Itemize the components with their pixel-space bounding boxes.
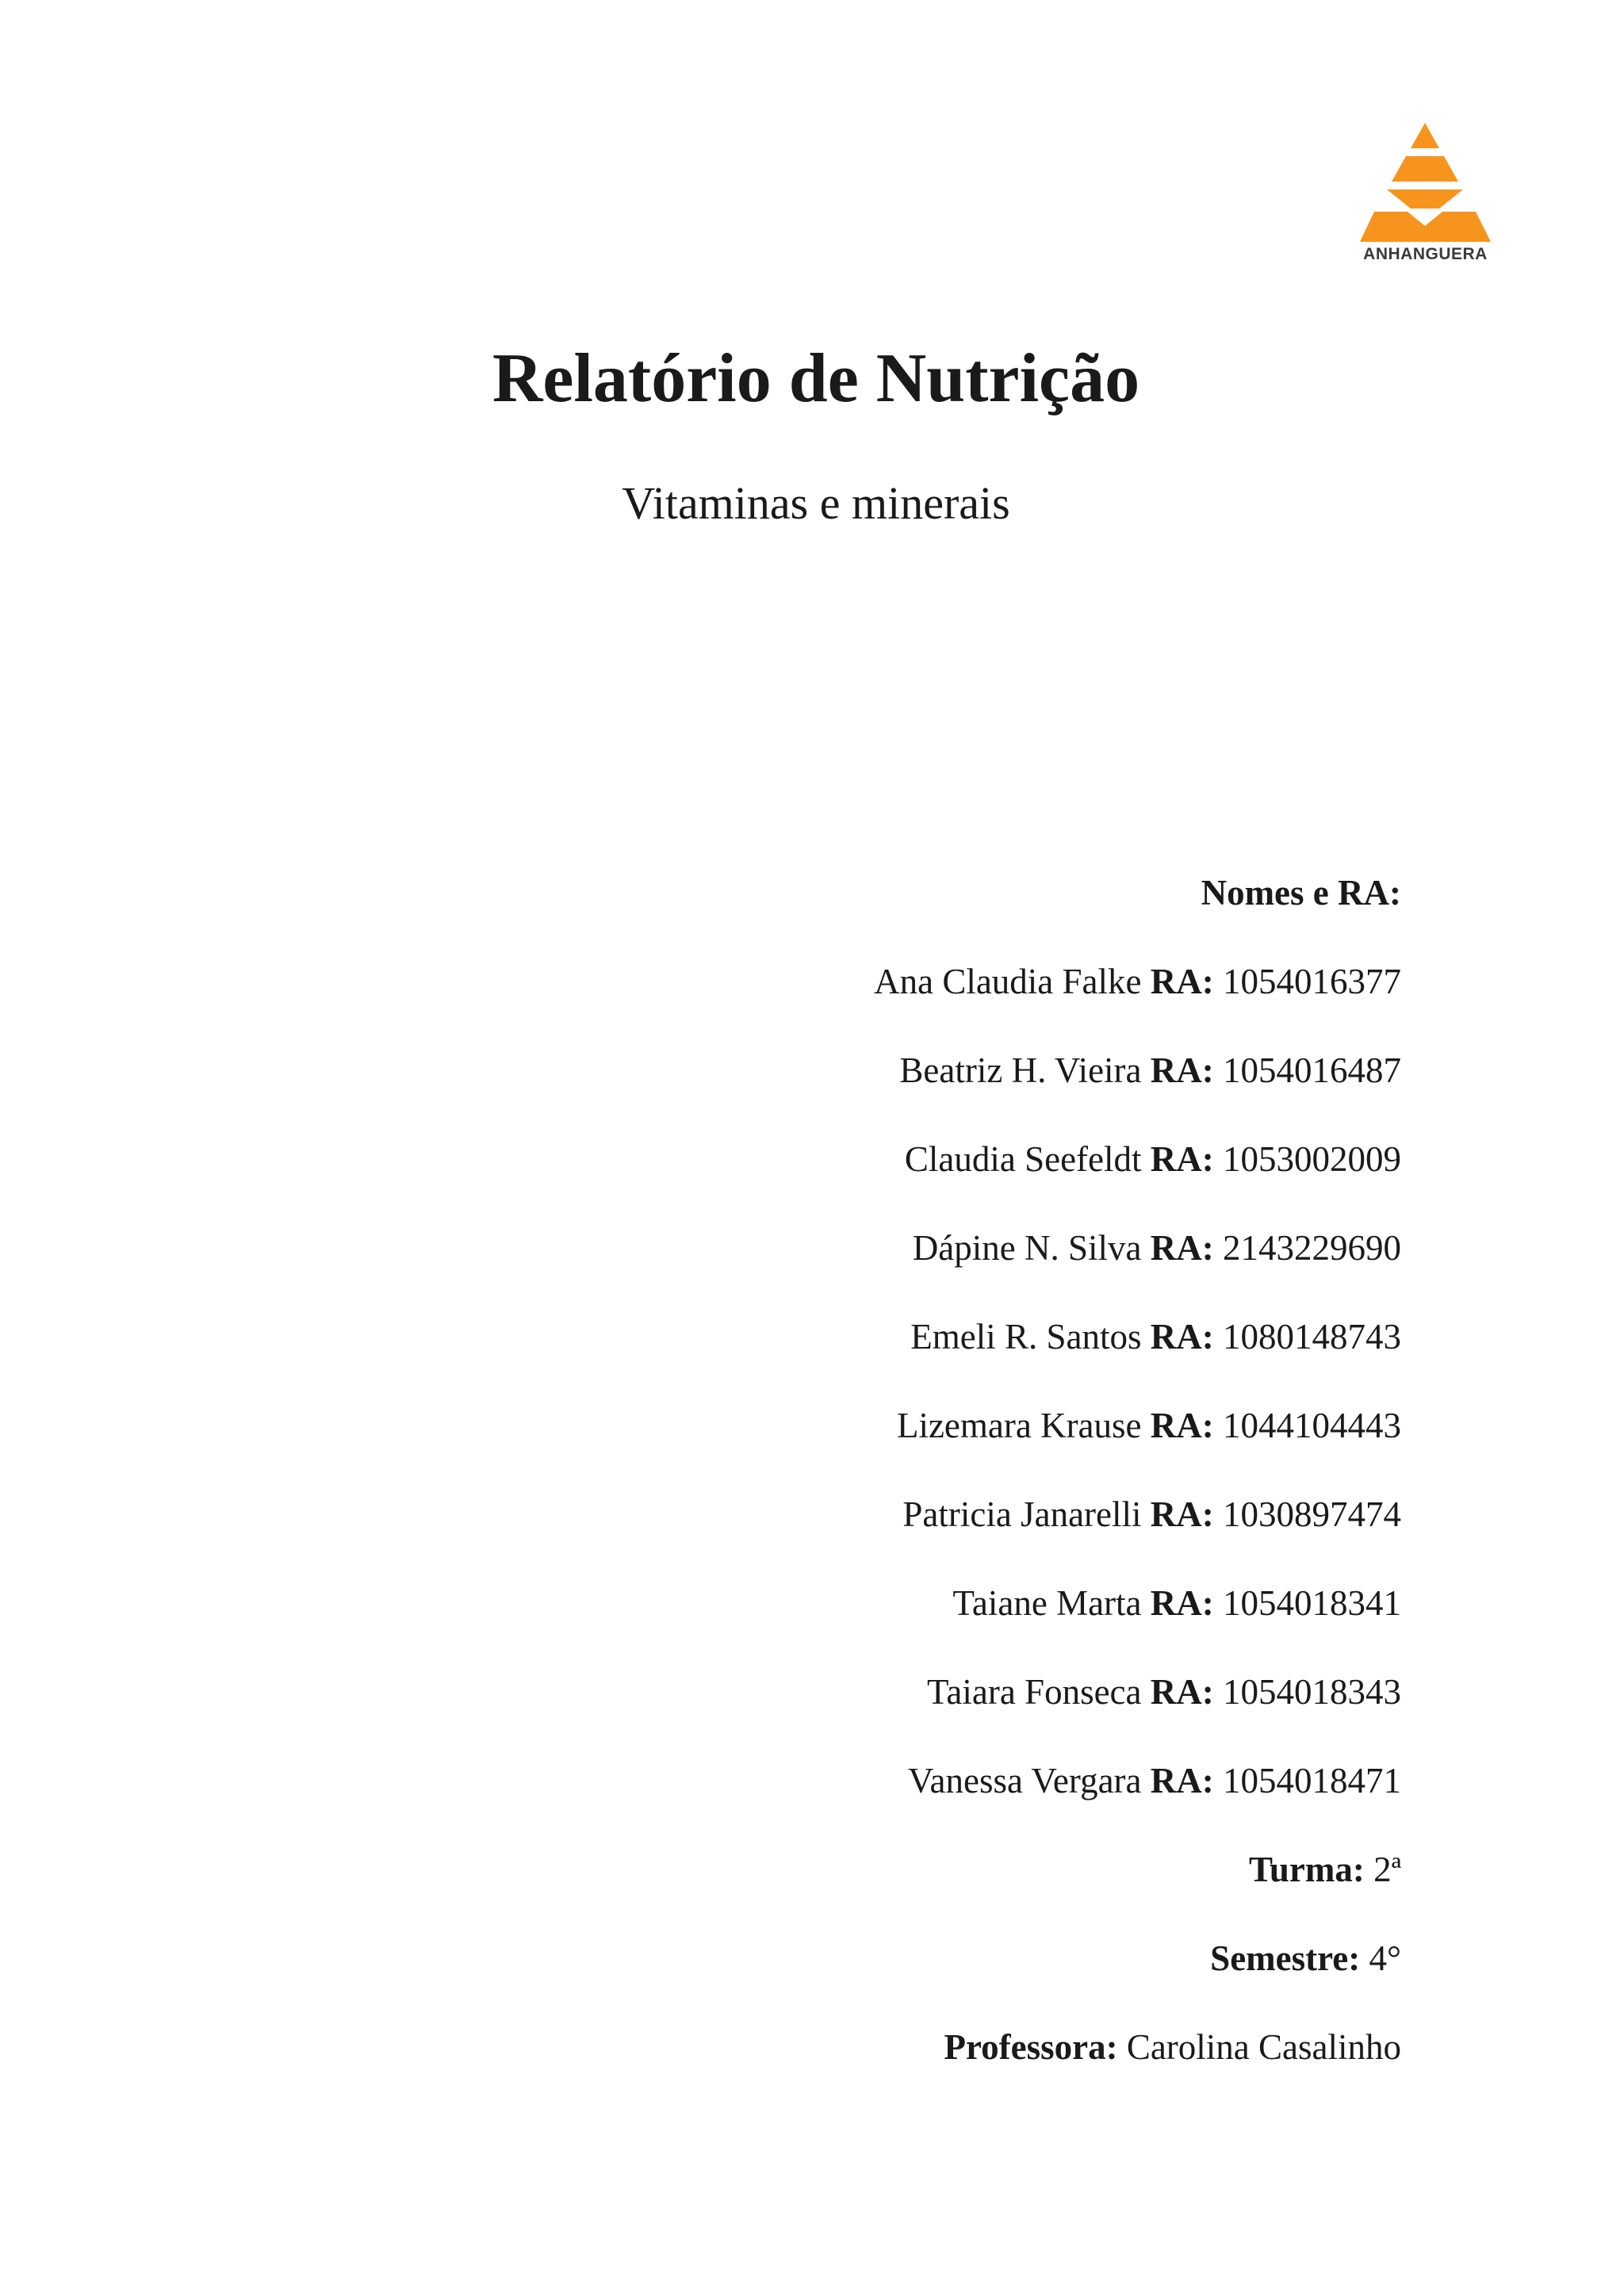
- semestre-label: Semestre:: [1210, 1938, 1361, 1978]
- student-row: [608, 1663, 1401, 1752]
- ra-label: RA:: [1150, 1228, 1214, 1268]
- student-ra: 1044104443: [1223, 1406, 1401, 1445]
- names-heading: Nomes e RA:: [1201, 873, 1401, 913]
- logo-text: ANHANGUERA: [1363, 245, 1488, 263]
- student-row: [608, 1042, 1401, 1131]
- student-row: [608, 1752, 1401, 1841]
- student-name: Patricia Janarelli: [902, 1494, 1142, 1534]
- page-subtitle: Vitaminas e minerais: [622, 477, 1010, 529]
- student-ra: 2143229690: [1223, 1228, 1401, 1268]
- student-row: [608, 1397, 1401, 1486]
- professora-value: Carolina Casalinho: [1126, 2027, 1401, 2067]
- student-name: Dápine N. Silva: [912, 1228, 1142, 1268]
- turma-value: 2ª: [1373, 1850, 1401, 1889]
- student-name: Taiara Fonseca: [927, 1672, 1142, 1712]
- student-ra: 1054018471: [1223, 1761, 1401, 1800]
- student-name: Beatriz H. Vieira: [899, 1050, 1142, 1090]
- student-row: [608, 953, 1401, 1042]
- semestre-value: 4°: [1369, 1938, 1401, 1978]
- ra-label: RA:: [1150, 1494, 1214, 1534]
- student-info: [608, 864, 1401, 2107]
- ra-label: RA:: [1150, 1583, 1214, 1623]
- ra-label: RA:: [1150, 1406, 1214, 1445]
- turma-row: [608, 1841, 1401, 1930]
- professora-row: [608, 2019, 1401, 2107]
- student-name: Ana Claudia Falke: [874, 962, 1142, 1001]
- student-ra: 1080148743: [1223, 1317, 1401, 1357]
- ra-label: RA:: [1150, 1317, 1214, 1357]
- student-name: Emeli R. Santos: [910, 1317, 1142, 1357]
- turma-label: Turma:: [1248, 1850, 1365, 1889]
- professora-label: Professora:: [944, 2027, 1118, 2067]
- anhanguera-triangle-icon: [1360, 123, 1491, 242]
- semestre-row: [608, 1930, 1401, 2019]
- student-row: [608, 1575, 1401, 1663]
- student-row: [608, 1131, 1401, 1219]
- student-ra: 1054016487: [1223, 1050, 1401, 1090]
- ra-label: RA:: [1150, 1672, 1214, 1712]
- student-name: Lizemara Krause: [896, 1406, 1142, 1445]
- student-name: Claudia Seefeldt: [904, 1139, 1142, 1179]
- student-name: Vanessa Vergara: [908, 1761, 1142, 1800]
- student-name: Taiane Marta: [952, 1583, 1142, 1623]
- student-row: [608, 1308, 1401, 1397]
- student-ra: 1054018341: [1223, 1583, 1401, 1623]
- student-row: [608, 1486, 1401, 1575]
- student-ra: 1054018343: [1223, 1672, 1401, 1712]
- ra-label: RA:: [1150, 1761, 1214, 1800]
- ra-label: RA:: [1150, 1050, 1214, 1090]
- student-ra: 1030897474: [1223, 1494, 1401, 1534]
- ra-label: RA:: [1150, 1139, 1214, 1179]
- ra-label: RA:: [1150, 962, 1214, 1001]
- institution-logo: [1356, 123, 1495, 274]
- page-title: Relatório de Nutrição: [492, 340, 1140, 417]
- student-ra: 1053002009: [1223, 1139, 1401, 1179]
- student-ra: 1054016377: [1223, 962, 1401, 1001]
- student-row: [608, 1219, 1401, 1308]
